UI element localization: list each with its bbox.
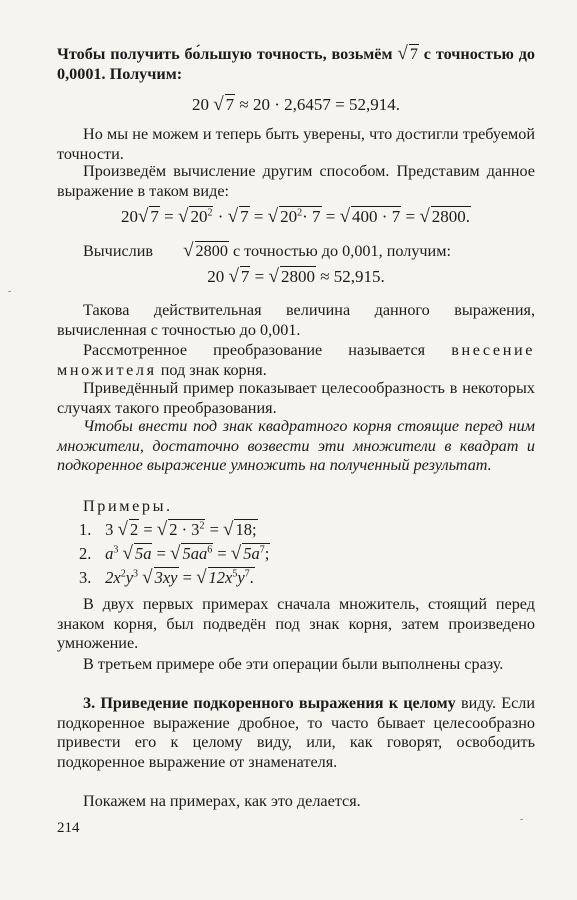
example-3: 3. $2x^2y^3$ √ 3xy = √ $12x^5y^7$.: [79, 567, 254, 588]
paragraph-6: Рассмотренное преобразование называется внесение множителя под знак корня.: [57, 341, 536, 379]
paragraph-rule: Чтобы внести под знак квадратного корня стоящие перед ним множители, достаточно возвести эти множители в квадрат и подкоренное выражение умножить на полученный результат.: [57, 417, 535, 474]
paragraph-1-bold-end: с точностью до 0,0001. Получим:: [57, 45, 536, 83]
formula-2: 20√ 7 = √ $20^2$ · √ 7 = √ $20^2\cdot 7$ = √ 400 · 7 = √ 2800.: [120, 206, 470, 227]
margin-mark: -: [520, 814, 524, 825]
paragraph-3: Произведём вычисление другим способом. Представим данное выражение в таком виде:: [57, 162, 535, 200]
section-heading: 3. Приведение подкоренного выражения к целому: [83, 694, 456, 712]
examples-list: [57, 518, 535, 590]
formula-1: 20 √ 7 ≈ 20 · 2,6457 = 52,914.: [191, 94, 401, 115]
example-2: 2. $a^3$ √ 5a = √ $5aa^6$ = √ $5a^7$;: [79, 543, 270, 564]
paragraph-5: Такова действительная величина данного выражения, вычисленная с точностью до 0,001.: [57, 301, 535, 339]
margin-mark: -: [8, 286, 12, 297]
formula-3: 20 √ 7 = √ 2800 ≈ 52,915.: [207, 266, 385, 287]
paragraph-10: В третьем примере обе эти операции были выполнены сразу.: [83, 655, 504, 673]
paragraph-2: Но мы не можем и теперь быть уверены, что достигли требуемой точности.: [57, 125, 535, 163]
paragraph-7: Приведённый пример показывает целесообразность в некоторых случаях такого преобразования.: [57, 379, 535, 417]
page-number: 214: [57, 820, 80, 836]
paragraph-12: Покажем на примерах, как это делается.: [83, 792, 361, 810]
paragraph-1: [57, 44, 535, 84]
paragraph-1-bold: Чтобы получить бо́льшую точность, возьмём: [57, 45, 393, 63]
sqrt-7: √ 7: [397, 43, 418, 64]
example-1: 1. 3 √ 2 = √ $2 \cdot 3^2$ = √ 18;: [79, 519, 257, 540]
paragraph-4: Вычислив √ 2800 с точностью до 0,001, получим:: [83, 240, 451, 261]
examples-title: Примеры.: [83, 497, 173, 515]
paragraph-11: 3. Приведение подкоренного выражения к целому виду. Если подкоренное выражение дробное, то часто бывает целесообразно привести его к целому виду, или, как говорят, освободить подкоренное выражение от знаменателя.: [57, 694, 536, 771]
paragraph-9: В двух первых примерах сначала множитель, стоящий перед знаком корня, был подведён под знак корня, затем произведено умножение.: [57, 595, 535, 652]
